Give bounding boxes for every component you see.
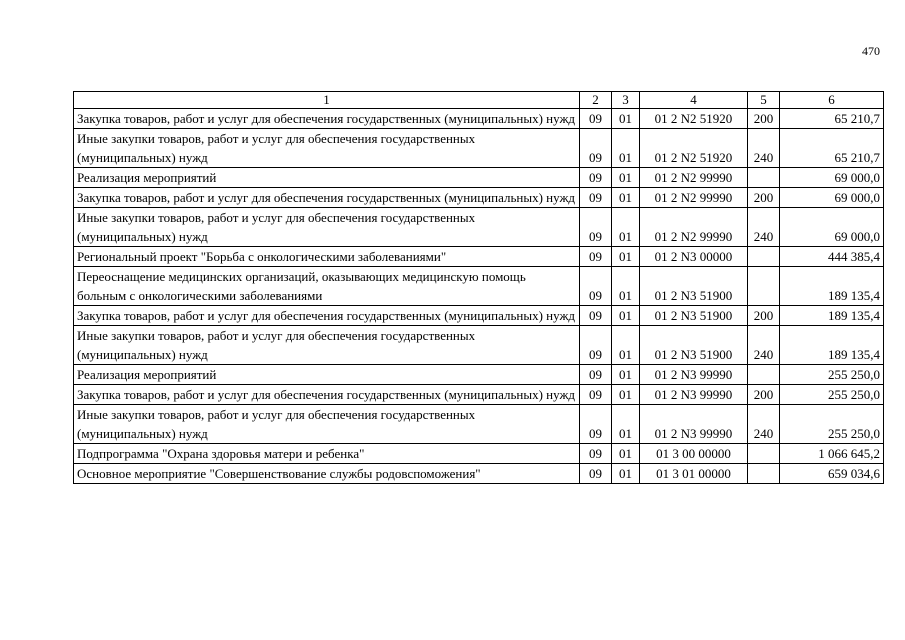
table-row (74, 267, 884, 306)
table-row (74, 306, 884, 326)
table-row (74, 188, 884, 208)
row-name-cell: Реализация мероприятий (74, 365, 580, 385)
row-subsection-cell: 01 (612, 444, 640, 464)
row-amount-cell: 1 066 645,2 (780, 444, 884, 464)
header-cell: 4 (640, 92, 748, 109)
row-subsection-cell: 01 (612, 405, 640, 444)
row-subsection-cell: 01 (612, 385, 640, 405)
row-target-article-cell: 01 2 N2 99990 (640, 208, 748, 247)
row-target-article-cell: 01 2 N3 51900 (640, 306, 748, 326)
page-number: 470 (862, 44, 880, 58)
row-section-cell: 09 (580, 365, 612, 385)
table-row (74, 168, 884, 188)
row-name-cell: Иные закупки товаров, работ и услуг для обеспечения государственных (муниципальных) нужд (74, 405, 580, 444)
row-target-article-cell: 01 2 N3 51900 (640, 267, 748, 306)
row-amount-cell: 69 000,0 (780, 188, 884, 208)
row-amount-cell: 69 000,0 (780, 168, 884, 188)
row-amount-cell: 189 135,4 (780, 306, 884, 326)
table-row (74, 326, 884, 365)
row-expense-type-cell (748, 365, 780, 385)
row-amount-cell: 659 034,6 (780, 464, 884, 484)
row-subsection-cell: 01 (612, 247, 640, 267)
row-amount-cell: 69 000,0 (780, 208, 884, 247)
row-name-cell: Закупка товаров, работ и услуг для обеспечения государственных (муниципальных) нужд (74, 385, 580, 405)
row-name-cell: Закупка товаров, работ и услуг для обеспечения государственных (муниципальных) нужд (74, 109, 580, 129)
row-expense-type-cell: 240 (748, 405, 780, 444)
row-target-article-cell: 01 2 N3 51900 (640, 326, 748, 365)
row-section-cell: 09 (580, 129, 612, 168)
row-name-cell: Основное мероприятие "Совершенствование службы родовспоможения" (74, 464, 580, 484)
row-subsection-cell: 01 (612, 168, 640, 188)
row-section-cell: 09 (580, 326, 612, 365)
row-subsection-cell: 01 (612, 464, 640, 484)
header-cell: 2 (580, 92, 612, 109)
table-row (74, 405, 884, 444)
row-amount-cell: 189 135,4 (780, 267, 884, 306)
row-subsection-cell: 01 (612, 129, 640, 168)
row-expense-type-cell (748, 444, 780, 464)
row-section-cell: 09 (580, 168, 612, 188)
table-row (74, 365, 884, 385)
row-target-article-cell: 01 2 N2 51920 (640, 129, 748, 168)
row-section-cell: 09 (580, 385, 612, 405)
row-target-article-cell: 01 2 N3 99990 (640, 365, 748, 385)
row-target-article-cell: 01 2 N2 51920 (640, 109, 748, 129)
row-target-article-cell: 01 3 00 00000 (640, 444, 748, 464)
row-expense-type-cell: 200 (748, 385, 780, 405)
row-target-article-cell: 01 2 N3 99990 (640, 385, 748, 405)
row-amount-cell: 255 250,0 (780, 405, 884, 444)
row-name-cell: Иные закупки товаров, работ и услуг для обеспечения государственных (муниципальных) нужд (74, 208, 580, 247)
row-name-cell: Переоснащение медицинских организаций, оказывающих медицинскую помощь больным с онкологическими заболеваниями (74, 267, 580, 306)
row-amount-cell: 255 250,0 (780, 385, 884, 405)
row-expense-type-cell (748, 168, 780, 188)
row-name-cell: Иные закупки товаров, работ и услуг для обеспечения государственных (муниципальных) нужд (74, 326, 580, 365)
row-expense-type-cell (748, 267, 780, 306)
row-name-cell: Закупка товаров, работ и услуг для обеспечения государственных (муниципальных) нужд (74, 188, 580, 208)
table-row (74, 129, 884, 168)
header-cell: 1 (74, 92, 580, 109)
row-section-cell: 09 (580, 247, 612, 267)
table-row (74, 109, 884, 129)
row-amount-cell: 255 250,0 (780, 365, 884, 385)
row-section-cell: 09 (580, 306, 612, 326)
row-subsection-cell: 01 (612, 208, 640, 247)
header-cell: 5 (748, 92, 780, 109)
row-expense-type-cell: 200 (748, 188, 780, 208)
row-target-article-cell: 01 2 N3 99990 (640, 405, 748, 444)
row-target-article-cell: 01 2 N2 99990 (640, 168, 748, 188)
row-section-cell: 09 (580, 267, 612, 306)
row-section-cell: 09 (580, 208, 612, 247)
table-row (74, 247, 884, 267)
row-amount-cell: 189 135,4 (780, 326, 884, 365)
table-row (74, 385, 884, 405)
table-row (74, 444, 884, 464)
row-subsection-cell: 01 (612, 188, 640, 208)
row-expense-type-cell: 240 (748, 129, 780, 168)
row-expense-type-cell: 240 (748, 326, 780, 365)
row-name-cell: Иные закупки товаров, работ и услуг для обеспечения государственных (муниципальных) нужд (74, 129, 580, 168)
row-expense-type-cell: 200 (748, 306, 780, 326)
table-header-row (74, 92, 884, 109)
row-amount-cell: 65 210,7 (780, 109, 884, 129)
row-target-article-cell: 01 3 01 00000 (640, 464, 748, 484)
budget-table (73, 91, 884, 484)
row-subsection-cell: 01 (612, 326, 640, 365)
table-row (74, 208, 884, 247)
row-subsection-cell: 01 (612, 109, 640, 129)
row-name-cell: Подпрограмма "Охрана здоровья матери и ребенка" (74, 444, 580, 464)
row-target-article-cell: 01 2 N3 00000 (640, 247, 748, 267)
row-subsection-cell: 01 (612, 267, 640, 306)
row-subsection-cell: 01 (612, 365, 640, 385)
header-cell: 3 (612, 92, 640, 109)
row-expense-type-cell: 200 (748, 109, 780, 129)
row-expense-type-cell (748, 464, 780, 484)
row-section-cell: 09 (580, 405, 612, 444)
row-expense-type-cell (748, 247, 780, 267)
budget-table-body (74, 92, 884, 484)
row-name-cell: Реализация мероприятий (74, 168, 580, 188)
row-expense-type-cell: 240 (748, 208, 780, 247)
row-target-article-cell: 01 2 N2 99990 (640, 188, 748, 208)
row-section-cell: 09 (580, 109, 612, 129)
row-name-cell: Региональный проект "Борьба с онкологическими заболеваниями" (74, 247, 580, 267)
row-section-cell: 09 (580, 464, 612, 484)
table-row (74, 464, 884, 484)
row-subsection-cell: 01 (612, 306, 640, 326)
header-cell: 6 (780, 92, 884, 109)
row-amount-cell: 444 385,4 (780, 247, 884, 267)
row-amount-cell: 65 210,7 (780, 129, 884, 168)
row-name-cell: Закупка товаров, работ и услуг для обеспечения государственных (муниципальных) нужд (74, 306, 580, 326)
row-section-cell: 09 (580, 444, 612, 464)
row-section-cell: 09 (580, 188, 612, 208)
